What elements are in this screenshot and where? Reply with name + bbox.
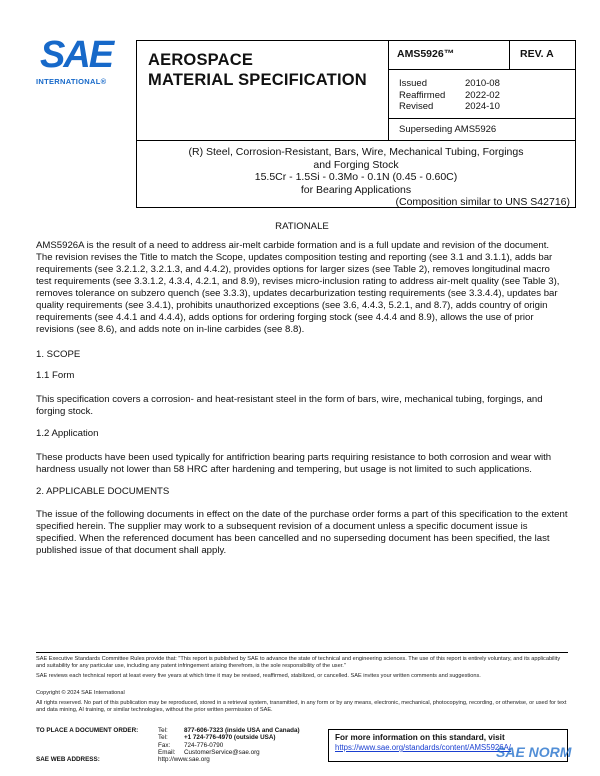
superseding-note: Superseding AMS5926 (399, 124, 497, 135)
order-label: TO PLACE A DOCUMENT ORDER: (36, 727, 139, 734)
more-info-heading: For more information on this standard, visit (335, 733, 505, 742)
title-composition-note: (Composition similar to UNS S42716) (395, 196, 570, 208)
web-label: SAE WEB ADDRESS: (36, 756, 100, 764)
fax-value: 724-776-0790 (184, 741, 224, 749)
divider (388, 118, 576, 119)
divider (388, 40, 389, 141)
standard-link[interactable]: https://www.sae.org/standards/content/AMS5926A/ (335, 743, 511, 752)
title-line-2: MATERIAL SPECIFICATION (148, 71, 367, 89)
tel-label: Tel: (158, 727, 168, 734)
email-value[interactable]: CustomerService@sae.org (184, 748, 260, 756)
order-contact-labels (36, 727, 138, 763)
footer-rules-note: SAE Executive Standards Committee Rules provide that: "This report is published by SAE to advance the state of technical and engineering sciences. The use of this report is entirely voluntary, and its applicability and suitability for any particular use, including any patent infringement arising therefrom, is the sole responsibility of the user." (36, 656, 561, 670)
title-text-line: (R) Steel, Corrosion-Resistant, Bars, Wire, Mechanical Tubing, Forgings (188, 146, 524, 158)
section-heading-applicable-documents: 2. APPLICABLE DOCUMENTS (36, 486, 170, 497)
revised-label: Revised (399, 101, 434, 112)
reaffirmed-date: 2022-02 (465, 89, 500, 101)
section-heading-scope: 1. SCOPE (36, 349, 81, 360)
specification-title (136, 146, 576, 209)
title-text-line: 15.5Cr - 1.5Si - 0.3Mo - 0.1N (0.45 - 0.60C) (254, 171, 458, 183)
form-paragraph: This specification covers a corrosion- and heat-resistant steel in the form of bars, wire, mechanical tubing, forgings, and forging stock. (36, 394, 543, 417)
footer-copyright: Copyright © 2024 SAE International (36, 690, 125, 696)
fax-label: Fax: (158, 741, 171, 749)
revised-date: 2024-10 (465, 101, 500, 112)
divider (509, 40, 510, 69)
divider (388, 69, 576, 70)
title-line-1: AEROSPACE (148, 51, 254, 69)
section-heading-application: 1.2 Application (36, 428, 99, 439)
issued-label: Issued (399, 78, 427, 89)
revision-label: REV. A (520, 48, 554, 60)
footer-rule (36, 652, 568, 653)
document-dates (399, 78, 500, 113)
document-type-title (148, 50, 367, 90)
tel-label: Tel: (158, 734, 168, 742)
sae-logo-tagline: INTERNATIONAL® (36, 77, 107, 86)
rationale-heading: RATIONALE (275, 221, 329, 232)
order-contact-values (158, 727, 300, 763)
footer-rights-note: All rights reserved. No part of this publication may be reproduced, stored in a retrieval system, transmitted, in any form or by any means, electronic, mechanical, photocopying, recording, or otherwise, or used for text and data mining, AI training, or similar technologies, without the prior written permission of SAE. (36, 700, 567, 714)
issued-date: 2010-08 (465, 78, 500, 89)
tel-value: 877-606-7323 (inside USA and Canada) (184, 727, 300, 734)
footer-review-note: SAE reviews each technical report at least every five years at which time it may be revised, reaffirmed, stabilized, or cancelled. SAE invites your written comments and suggestions. (36, 673, 481, 679)
tel-value: +1 724-776-4970 (outside USA) (184, 734, 276, 742)
applicable-documents-paragraph: The issue of the following documents in effect on the date of the purchase order forms a part of this specification to the extent specified herein. The supplier may work to a subsequent revision of a document unless a specific document issue is specified. When the referenced document has been cancelled and no superseding document has been specified, the last published issue of that document shall apply. (36, 509, 568, 556)
email-label: Email: (158, 748, 176, 756)
title-text-line: and Forging Stock (313, 158, 399, 171)
reaffirmed-label: Reaffirmed (399, 89, 446, 101)
watermark-logo: SAE NORM (496, 744, 572, 760)
rationale-text: AMS5926A is the result of a need to address air-melt carbide formation and is a full update and revision of the document. The revision revises the Title to match the Scope, updates composition testing and reporting (see 3.1 and 3.1.1), adds bar requirements (see 3.2.1.2, 3.2.1.3, and 4.4.2), provides options for larger sizes (see Table 2), removes longitudinal macro test requirements (see 3.3.1.2, 4.3.4, 4.2.1, and 8.9), revises micro-inclusion rating to address air-melt quality (see Table 3), removes tolerance on subzero quench (see 3.3.3), updates decarburization testing requirements (see 3.3.4.4), updates bar quality requirements (see 3.4.1), prohibits unauthorized exceptions (see 3.6, 4.4.3, 5.2.1, and 8.7), adds country of origin requirements (see 4.4.1 and 4.4.4), adds options for ordering forging stock (see 4.4.4 and 8.9), allows the use of prior revisions (see 8.6), and adds note on in-line carbides (see 8.8). (36, 240, 560, 335)
document-number: AMS5926™ (397, 48, 455, 60)
web-link[interactable]: http://www.sae.org (158, 756, 210, 764)
sae-logo: SAE (40, 34, 113, 76)
title-text-line: for Bearing Applications (300, 183, 412, 196)
application-paragraph: These products have been used typically for antifriction bearing parts requiring resistance to both corrosion and wear with hardness usually not lower than 58 HRC after hardening and tempering, but usage is not limited to such applications. (36, 452, 552, 475)
section-heading-form: 1.1 Form (36, 370, 75, 381)
